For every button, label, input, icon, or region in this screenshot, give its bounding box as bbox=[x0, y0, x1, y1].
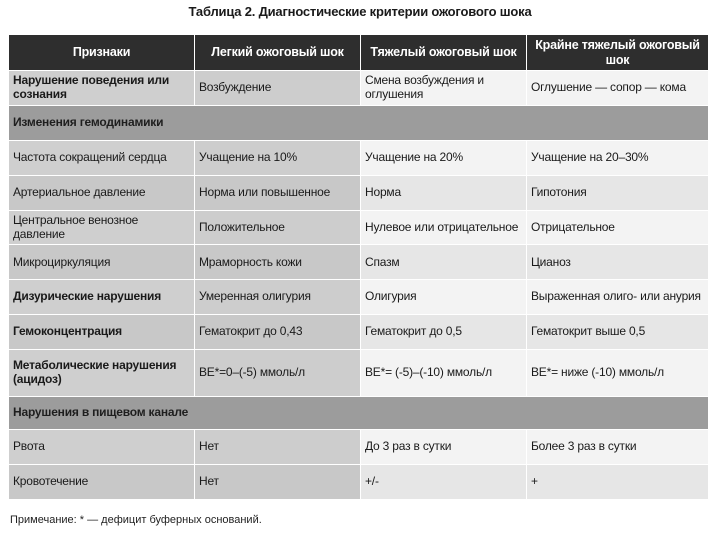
table-cell: Гематокрит до 0,43 bbox=[195, 315, 361, 350]
table-row bbox=[9, 140, 709, 175]
table-row bbox=[9, 350, 709, 397]
table-cell: Более 3 раз в сутки bbox=[527, 430, 709, 465]
header-cell: Легкий ожоговый шок bbox=[195, 35, 361, 71]
section-row bbox=[9, 397, 709, 430]
table-row bbox=[9, 315, 709, 350]
table-row bbox=[9, 280, 709, 315]
row-label: Артериальное давление bbox=[9, 175, 195, 210]
criteria-table bbox=[8, 34, 709, 500]
table-header-row bbox=[9, 35, 709, 71]
table-cell: Нет bbox=[195, 465, 361, 500]
table-cell: Гематокрит до 0,5 bbox=[361, 315, 527, 350]
section-label: Нарушения в пищевом канале bbox=[9, 397, 709, 430]
table-cell: Цианоз bbox=[527, 245, 709, 280]
row-label: Центральное венозное давление bbox=[9, 210, 195, 245]
row-label: Нарушение поведения или сознания bbox=[9, 71, 195, 106]
table-row bbox=[9, 71, 709, 106]
row-label: Гемоконцентрация bbox=[9, 315, 195, 350]
row-label: Дизурические нарушения bbox=[9, 280, 195, 315]
table-row bbox=[9, 175, 709, 210]
table-cell: BE*=0–(-5) ммоль/л bbox=[195, 350, 361, 397]
table-row bbox=[9, 245, 709, 280]
table-row bbox=[9, 430, 709, 465]
table-cell: Нет bbox=[195, 430, 361, 465]
table-cell: Гематокрит выше 0,5 bbox=[527, 315, 709, 350]
table-cell: Учащение на 10% bbox=[195, 140, 361, 175]
table-cell: Норма bbox=[361, 175, 527, 210]
table-cell: BE*= ниже (-10) ммоль/л bbox=[527, 350, 709, 397]
table-cell: Учащение на 20% bbox=[361, 140, 527, 175]
table-cell: Возбуждение bbox=[195, 71, 361, 106]
table-cell: BE*= (-5)–(-10) ммоль/л bbox=[361, 350, 527, 397]
row-label: Кровотечение bbox=[9, 465, 195, 500]
section-label: Изменения гемодинамики bbox=[9, 105, 709, 140]
section-row bbox=[9, 105, 709, 140]
header-cell: Крайне тяжелый ожоговый шок bbox=[527, 35, 709, 71]
table-cell: Смена возбуждения и оглушения bbox=[361, 71, 527, 106]
table-cell: Нулевое или отрицательное bbox=[361, 210, 527, 245]
table-row bbox=[9, 465, 709, 500]
table-body bbox=[9, 71, 709, 500]
table-row bbox=[9, 210, 709, 245]
footnote: Примечание: * — дефицит буферных оснований. bbox=[10, 514, 262, 526]
table-cell: Спазм bbox=[361, 245, 527, 280]
header-cell: Тяжелый ожоговый шок bbox=[361, 35, 527, 71]
table-cell: Отрицательное bbox=[527, 210, 709, 245]
table-cell: Учащение на 20–30% bbox=[527, 140, 709, 175]
header-cell: Признаки bbox=[9, 35, 195, 71]
row-label: Частота сокращений сердца bbox=[9, 140, 195, 175]
table-cell: Выраженная олиго- или анурия bbox=[527, 280, 709, 315]
table-cell: Оглушение — сопор — кома bbox=[527, 71, 709, 106]
table-cell: До 3 раз в сутки bbox=[361, 430, 527, 465]
table-cell: Умеренная олигурия bbox=[195, 280, 361, 315]
table-cell: Гипотония bbox=[527, 175, 709, 210]
table-cell: Норма или повышенное bbox=[195, 175, 361, 210]
row-label: Микроциркуляция bbox=[9, 245, 195, 280]
table-cell: +/- bbox=[361, 465, 527, 500]
row-label: Рвота bbox=[9, 430, 195, 465]
table-cell: Положительное bbox=[195, 210, 361, 245]
table-cell: Мраморность кожи bbox=[195, 245, 361, 280]
row-label: Метаболические нарушения (ацидоз) bbox=[9, 350, 195, 397]
table-cell: Олигурия bbox=[361, 280, 527, 315]
table-title: Таблица 2. Диагностические критерии ожогового шока bbox=[188, 4, 532, 19]
table-cell: + bbox=[527, 465, 709, 500]
